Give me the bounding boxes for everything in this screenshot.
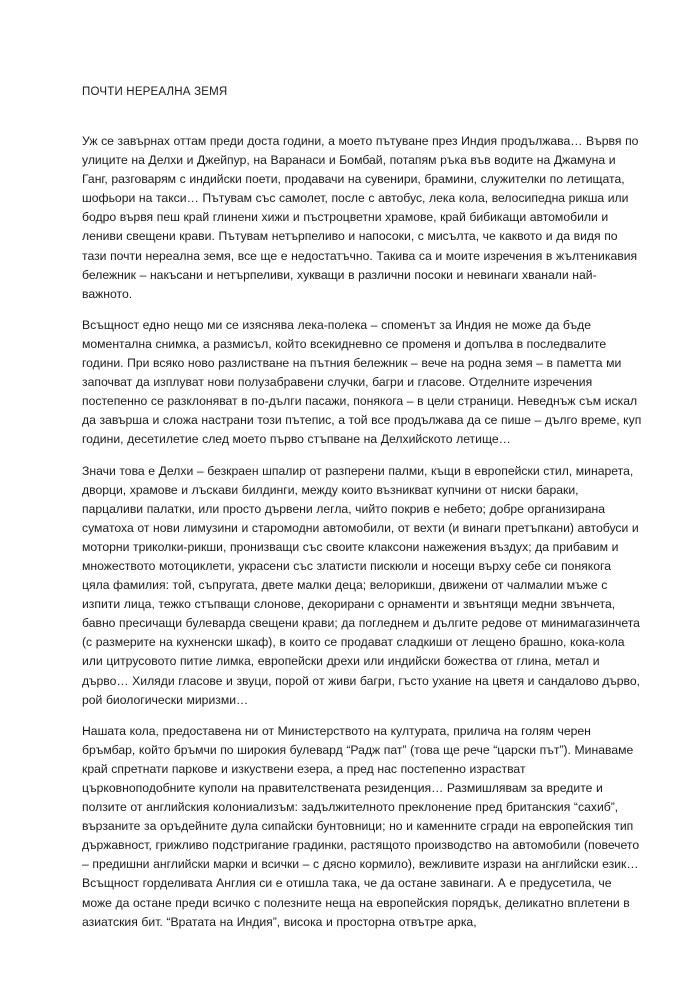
paragraph-4: Нашата кола, предоставена ни от Министерството на културата, прилича на голям черен бръмбар, който бръмчи по широкия булевард “Радж пат” (това ще рече “царски път”). Минаваме край спретнати паркове и изкуствени езера, а пред нас постепенно израстват църковноподобните куполи на правителствената резиденция… Размишлявам за вредите и ползите от английския колониализъм: задължителното преклонение пред британския “сахиб”, вързаните за оръдейните дула сипайски бунтовници; но и каменните сгради на европейския тип държавност, грижливо подстригание градинки, растящото производство на автомобили (повечето – предишни английски марки и всички – с дясно кормило), вежливите изрази на английски език… Всъщност горделивата Англия си е отишла така, че да остане завинаги. А е предусетила, че може да остане преди всичко с полезните неща на европейския порядък, деликатно вплетени в азиатския бит. “Вратата на Индия”, висока и просторна отвътре арка,: [82, 723, 640, 929]
page-title: ПОЧТИ НЕРЕАЛНА ЗЕМЯ: [82, 86, 228, 98]
paragraph-1: Уж се завърнах оттам преди доста години, а моето пътуване през Индия продължава… Вървя по улиците на Делхи и Джейпур, на Варанаси и Бомбай, потапям ръка във водите на Джамуна и Ганг, разговарям с индийски поети, продавачи на сувенири, брамини, служителки по летищата, шофьори на такси… Пътувам със самолет, после с автобус, лека кола, велосипедна рикша или бодро вървя пеш край глинени хижи и пъстроцветни храмове, край бибикащи автомобили и лениви свещени крави. Пътувам нетърпеливо и напосоки, с мисълта, че каквото и да видя по тази почти нереална земя, все ще е недостатъчно. Такива са и моите изречения в жълтеникавия бележник – накъсани и нетърпеливи, хукващи в различни посоки и невинаги хванали най-важното.: [82, 134, 639, 301]
document-body: [82, 132, 642, 932]
paragraph-3: Значи това е Делхи – безкраен шпалир от разперени палми, къщи в европейски стил, минарета, дворци, храмове и лъскави билдинги, между които възникват купчини от ниски бараки, парцаливи палатки, или просто дървени легла, чийто покрив е небето; добре организирана суматоха от нови лимузини и старомодни автомобили, от вехти (и винаги претъпкани) автобуси и моторни триколки-рикши, пронизващи със своите клаксони нажежения въздух; да прибавим и множеството мотоциклети, украсени със златисти пискюли и носещи върху себе си понякога цяла фамилия: той, съпругата, двете малки деца; велорикши, движени от чалмалии мъже с изпити лица, тежко стъпващи слонове, декорирани с орнаменти и звънтящи медни звънчета, бавно пресичащи булеварда свещени крави; да погледнем и дългите редове от минимагазинчета (с размерите на кухненски шкаф), в които се продават сладкиши от лещено брашно, кока-кола или цитрусовото питие лимка, европейски дрехи или индийски божества от глина, метал и дърво… Хиляди гласове и звуци, порой от живи багри, гъсто ухание на цветя и сандалово дърво, рой биологически миризми…: [82, 463, 641, 707]
paragraph-2: Всъщност едно нещо ми се изяснява лека-полека – споменът за Индия не може да бъде моментална снимка, а размисъл, който всекидневно се променя и допълва в последвалите години. При всяко ново разлистване на пътния бележник – вече на родна земя – в паметта ми започват да изплуват нови полузабравени случки, багри и гласове. Отделните изречения постепенно се разклоняват в по-дълги пасажи, понякога – в цели страници. Неведнъж съм искал да завърша и сложа настрани този пътепис, а той все продължава да се пише – дълго време, куп години, десетилетие след моето първо стъпване на Делхийското летище…: [82, 317, 642, 447]
